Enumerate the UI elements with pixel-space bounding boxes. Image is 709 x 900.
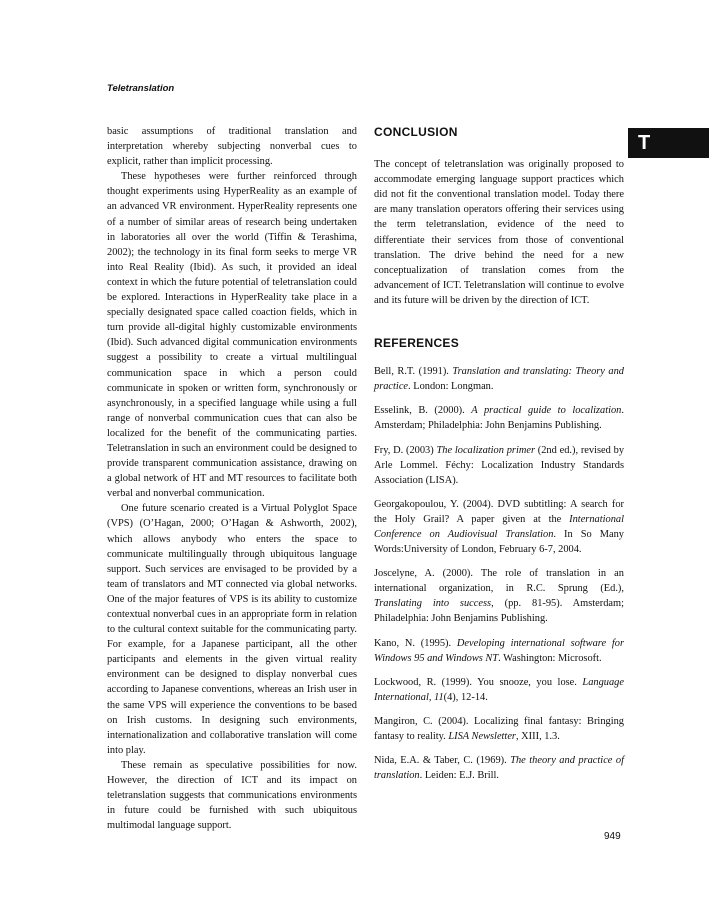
reference-list [374, 364, 624, 783]
paragraph: These remain as speculative possibilities for now. However, the direction of ICT and its impact on teletranslation suggests that communications environments in future could be furnished with such ubiquitous multimodal language support. [107, 759, 357, 832]
reference-item: Bell, R.T. (1991). Translation and translating: Theory and practice. London: Longman. [374, 366, 624, 393]
left-column [107, 124, 357, 833]
right-column [374, 124, 624, 792]
reference-item: Lockwood, R. (1999). You snooze, you lose. Language International, 11(4), 12-14. [374, 676, 624, 703]
reference-item: Kano, N. (1995). Developing international software for Windows 95 and Windows NT. Washington: Microsoft. [374, 637, 624, 664]
conclusion-heading: CONCLUSION [374, 125, 458, 139]
conclusion-text: The concept of teletranslation was originally proposed to accommodate emerging language support practices which did not fit the conventional translation model. Today there are many translation operators offering their services using the term teletranslation, evidence of the need to differentiate their services from those of conventional translation. The drive behind the need for a new conceptualization of translation comes from the advancement of ICT. Teletranslation will continue to evolve and its future will be driven by the direction of ICT. [374, 159, 624, 306]
reference-item: Mangiron, C. (2004). Localizing final fantasy: Bringing fantasy to reality. LISA Newsletter, XIII, 1.3. [374, 715, 624, 742]
paragraph: These hypotheses were further reinforced through thought experiments using HyperReality as an example of an advanced VR environment. HyperReality represents one of a number of similar areas of research being undertaken in laboratories all over the world (Tiffin & Terashima, 2002); the technology in its final form seeks to merge VR into Real Reality (Ibid). As such, it provided an ideal context in which the future potential of teletranslation could be explored. Interactions in HyperReality take place in a specially designated space called coaction fields, which in turn provide all-digital highly customizable environments (Ibid). Such advanced digital communication environments suggest a possibility to create a virtual multilingual communication space in which a person could communicate in spoken or written form, synchronously or asynchronously, in a specified language while using a full range of nonverbal communication cues that can also be localized for the benefit of the communicating parties. Teletranslation in such an environment could be designed to provide transparent communication assistance, drawing on a global network of HT and MT resources to facilitate both verbal and nonverbal communication. [107, 171, 357, 500]
references-heading: REFERENCES [374, 336, 460, 351]
reference-item: Nida, E.A. & Taber, C. (1969). The theory and practice of translation. Leiden: E.J. Brill. [374, 755, 624, 782]
reference-item: Fry, D. (2003) The localization primer (2nd ed.), revised by Arle Lommel. Féchy: Localization Industry Standards Association (LISA). [374, 444, 625, 486]
running-head: Teletranslation [107, 83, 175, 94]
reference-item: Esselink, B. (2000). A practical guide to localization. Amsterdam; Philadelphia: John Benjamins Publishing. [374, 405, 624, 432]
reference-item: Georgakopoulou, Y. (2004). DVD subtitling: A search for the Holy Grail? A paper given at the International Conference on Audiovisual Translation. In So Many Words:University of London, February 6-7, 2004. [374, 498, 624, 556]
paragraph: One future scenario created is a Virtual Polyglot Space (VPS) (O’Hagan, 2000; O’Hagan & Ashworth, 2002), which allows anybody who enters the space to communicate multilingually through ubiquitous language support. Such services are envisaged to be provided by a team of translators and MT connected via global networks. One of the major features of VPS is its ability to customize contextual nonverbal cues in an appropriate form in relation to the cultural context suitable for the communicating party. For example, for a Japanese participant, all the other participants and elements in the given virtual reality environment can be designed to display nonverbal cues according to Japanese conventions, whereas an Irish user in the same VPS will experience the conventions to be based on Irish customs. In designing such environments, internationalization and collaborative translation will come into play. [107, 503, 357, 756]
paragraph: basic assumptions of traditional translation and interpretation whereby subjecting nonverbal cues to explicit, rather than implicit processing. [107, 126, 357, 168]
section-letter-tab: T [628, 128, 709, 158]
page-number: 949 [604, 831, 621, 842]
reference-item: Joscelyne, A. (2000). The role of translation in an international organization, in R.C. Sprung (Ed.), Translating into success, (pp. 81-95). Amsterdam; Philadelphia: John Benjamins Publishing. [374, 568, 625, 625]
